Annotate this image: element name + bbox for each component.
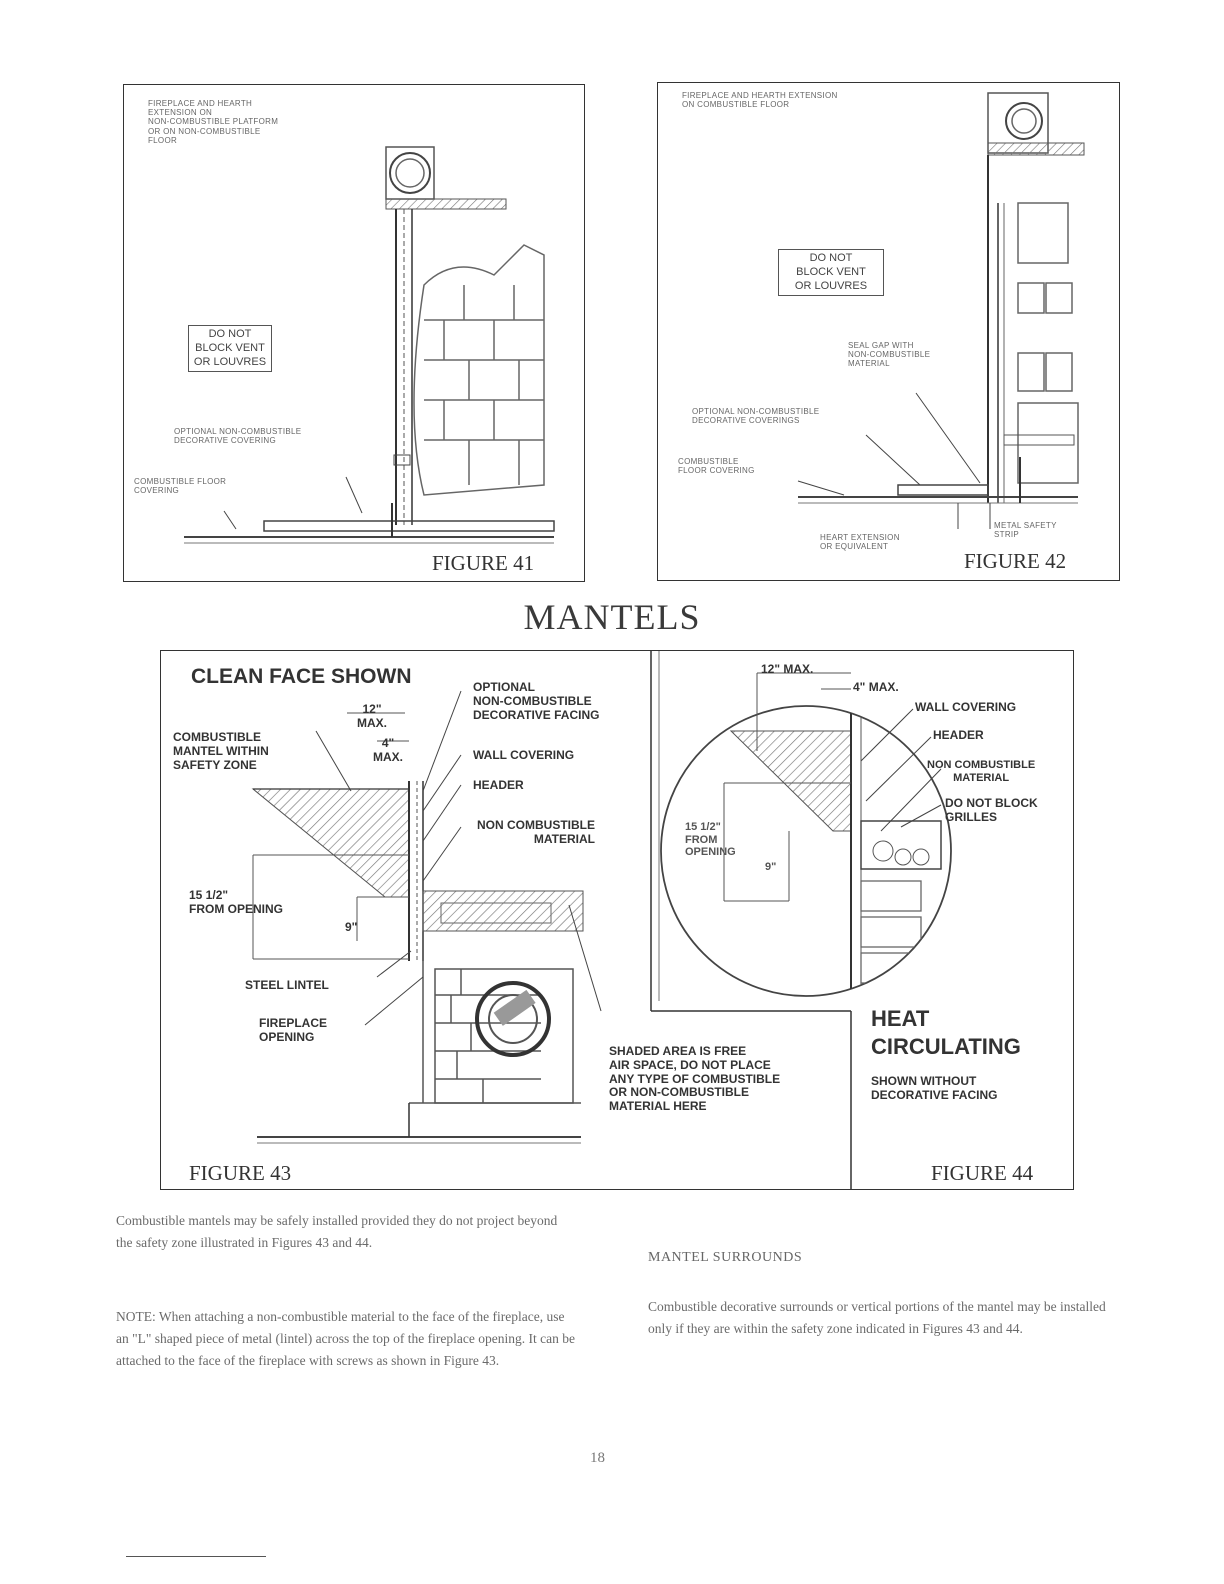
page-number: 18 bbox=[590, 1450, 605, 1466]
mantel-surrounds-paragraph: Combustible decorative surrounds or vertical portions of the mantel may be installed only if they are within the safety zone indicated in Figures 43 and 44. bbox=[648, 1299, 1106, 1336]
figure-42-hearth-extension: HEART EXTENSION OR EQUIVALENT bbox=[820, 533, 900, 552]
figure-44-header: HEADER bbox=[933, 728, 984, 742]
mantel-paragraph: Combustible mantels may be safely installed provided they do not project beyond the safety zone illustrated in Figures 43 and 44. bbox=[116, 1213, 558, 1250]
figure-41 bbox=[123, 84, 585, 582]
figure-42-safety-strip: METAL SAFETY STRIP bbox=[994, 521, 1057, 540]
figure-44-non-combustible: NON COMBUSTIBLE MATERIAL bbox=[927, 759, 1036, 784]
figure-41-heading: FIREPLACE AND HEARTH EXTENSION ON NON-COMBUSTIBLE PLATFORM OR ON NON-COMBUSTIBLE FLOOR bbox=[148, 99, 279, 145]
figure-43-wall-covering: WALL COVERING bbox=[473, 748, 575, 762]
figure-44-caption: FIGURE 44 bbox=[931, 1161, 1034, 1185]
figure-43-dim-12: 12" MAX. bbox=[357, 702, 387, 730]
figure-41-optional-covering: OPTIONAL NON-COMBUSTIBLE DECORATIVE COVERING bbox=[174, 427, 302, 446]
figure-44-subheading: SHOWN WITHOUT DECORATIVE FACING bbox=[871, 1074, 998, 1102]
figure-44-dim-9: 9" bbox=[765, 861, 777, 873]
figure-41-caption: FIGURE 41 bbox=[432, 551, 535, 575]
figure-44-do-not-block: DO NOT BLOCK GRILLES bbox=[945, 796, 1038, 824]
figure-43-dim-9: 9" bbox=[345, 920, 358, 934]
figure-42-seal-gap: SEAL GAP WITH NON-COMBUSTIBLE MATERIAL bbox=[848, 341, 931, 369]
figure-41-floor-covering: COMBUSTIBLE FLOOR COVERING bbox=[134, 477, 227, 496]
figure-42-warning-box: DO NOT BLOCK VENT OR LOUVRES bbox=[778, 249, 884, 296]
figure-43-non-combustible: NON COMBUSTIBLE MATERIAL bbox=[477, 818, 595, 846]
figure-42 bbox=[657, 82, 1120, 581]
lintel-note: NOTE: When attaching a non-combustible material to the face of the fireplace, use an "L" shaped piece of metal (lintel) across the top of the fireplace opening. It can be attached to the face of the fireplace with screws as shown in Figure 43. bbox=[116, 1309, 575, 1368]
figure-43-dim-4: 4" MAX. bbox=[373, 736, 403, 764]
figure-44-dim-15: 15 1/2" FROM OPENING bbox=[685, 821, 736, 859]
figure-44-heading: HEAT CIRCULATING bbox=[871, 1006, 1021, 1059]
figure-42-caption: FIGURE 42 bbox=[964, 549, 1067, 573]
figure-44-dim-4: 4" MAX. bbox=[853, 680, 899, 694]
figure-43-heading: CLEAN FACE SHOWN bbox=[191, 665, 412, 688]
mantel-surrounds-heading: MANTEL SURROUNDS bbox=[648, 1250, 803, 1265]
section-title: MANTELS bbox=[523, 597, 701, 637]
figure-44-wall-covering: WALL COVERING bbox=[915, 700, 1017, 714]
figure-41-warning-box: DO NOT BLOCK VENT OR LOUVRES bbox=[188, 325, 272, 372]
footnote-rule bbox=[126, 1556, 266, 1557]
figure-43-optional-facing: OPTIONAL NON-COMBUSTIBLE DECORATIVE FACING bbox=[473, 680, 600, 722]
figure-42-heading: FIREPLACE AND HEARTH EXTENSION ON COMBUSTIBLE FLOOR bbox=[682, 91, 838, 110]
figure-43-steel-lintel: STEEL LINTEL bbox=[245, 978, 329, 992]
figure-43-caption: FIGURE 43 bbox=[189, 1161, 292, 1185]
figure-42-drawing bbox=[658, 83, 1119, 580]
figure-43-combustible-mantel: COMBUSTIBLE MANTEL WITHIN SAFETY ZONE bbox=[173, 730, 269, 772]
figure-43-shaded-area-note: SHADED AREA IS FREE AIR SPACE, DO NOT PLACE ANY TYPE OF COMBUSTIBLE OR NON-COMBUSTIBLE MATERIAL HERE bbox=[609, 1044, 781, 1114]
figure-43-dim-15: 15 1/2" FROM OPENING bbox=[189, 888, 284, 916]
figure-42-optional-covering: OPTIONAL NON-COMBUSTIBLE DECORATIVE COVERINGS bbox=[692, 407, 820, 426]
figure-44-dim-12: 12" MAX. bbox=[761, 662, 814, 676]
figure-43-header: HEADER bbox=[473, 778, 524, 792]
figure-42-floor-covering: COMBUSTIBLE FLOOR COVERING bbox=[678, 457, 755, 476]
figure-43 bbox=[160, 650, 1074, 1190]
figure-43-fireplace-opening: FIREPLACE OPENING bbox=[259, 1016, 328, 1044]
